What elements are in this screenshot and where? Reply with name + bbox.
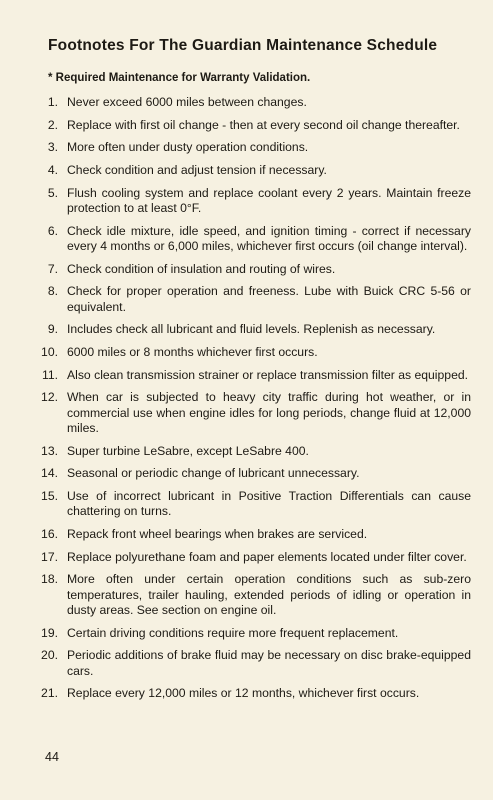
footnote-number: 8.	[47, 284, 58, 299]
footnote-item	[34, 118, 471, 133]
footnote-item	[34, 163, 471, 178]
footnote-number: 5.	[47, 185, 58, 200]
footnote-item	[34, 368, 471, 383]
footnote-number: 4.	[47, 163, 58, 178]
footnote-text: Check condition and adjust tension if necessary.	[67, 163, 327, 178]
footnote-text: Repack front wheel bearings when brakes are serviced.	[67, 527, 368, 542]
footnote-number: 19.	[41, 625, 58, 640]
footnote-item	[34, 527, 471, 542]
footnote-number: 18.	[41, 572, 58, 587]
footnote-text: Super turbine LeSabre, except LeSabre 400.	[67, 443, 309, 458]
footnote-text: Replace with first oil change - then at every second oil change thereafter.	[67, 117, 460, 132]
footnote-text: Replace polyurethane foam and paper elements located under filter cover.	[67, 549, 467, 564]
footnote-text: Never exceed 6000 miles between changes.	[67, 95, 307, 109]
footnotes-list	[34, 95, 471, 702]
footnote-number: 1.	[47, 95, 58, 109]
page-title: Footnotes For The Guardian Maintenance Schedule	[48, 37, 438, 54]
footnote-item	[34, 262, 471, 277]
footnote-text: Flush cooling system and replace coolant every 2 years. Maintain freeze protection to at least 0°F.	[67, 185, 471, 216]
footnote-number: 7.	[47, 261, 58, 276]
footnote-text: Includes check all lubricant and fluid levels. Replenish as necessary.	[67, 322, 436, 337]
footnote-text: Certain driving conditions require more frequent replacement.	[67, 625, 399, 640]
footnote-number: 13.	[41, 443, 58, 458]
footnote-text: More often under dusty operation conditions.	[67, 140, 309, 155]
footnote-item	[34, 686, 471, 701]
footnote-number: 10.	[41, 345, 58, 360]
page-number: 44	[45, 750, 59, 764]
footnote-item	[34, 284, 471, 315]
footnote-number: 6.	[47, 223, 58, 238]
footnote-item	[34, 572, 471, 618]
footnote-item	[34, 345, 471, 360]
footnote-number: 14.	[41, 466, 58, 481]
footnote-item	[34, 626, 471, 641]
footnote-item	[34, 444, 471, 459]
footnote-number: 20.	[41, 648, 58, 663]
footnote-number: 2.	[47, 117, 58, 132]
footnote-item	[34, 550, 471, 565]
footnote-number: 16.	[41, 527, 58, 542]
footnote-item	[34, 648, 471, 679]
footnote-number: 3.	[47, 140, 58, 155]
footnote-text: Also clean transmission strainer or replace transmission filter as equipped.	[67, 367, 469, 382]
footnote-text: When car is subjected to heavy city traffic during hot weather, or in commercial use when engine idles for long periods, change fluid at 12,000 miles.	[67, 390, 471, 436]
footnote-item	[34, 390, 471, 436]
footnote-number: 17.	[41, 549, 58, 564]
footnote-number: 12.	[41, 390, 58, 405]
footnote-item	[34, 322, 471, 337]
footnote-number: 9.	[47, 322, 58, 337]
footnote-item	[34, 140, 471, 155]
footnote-number: 15.	[41, 489, 58, 504]
footnote-text: Use of incorrect lubricant in Positive Traction Differentials can cause chattering on turns.	[67, 489, 471, 519]
footnote-item	[34, 224, 471, 255]
footnote-number: 21.	[41, 686, 58, 701]
footnote-text: More often under certain operation conditions such as sub-zero temperatures, trailer hauling, extended periods of idling or operation in dusty areas. See section on engine oil.	[67, 572, 471, 618]
footnote-item	[34, 186, 471, 217]
footnote-item	[34, 95, 471, 110]
footnote-text: Periodic additions of brake fluid may be necessary on disc brake-equipped cars.	[67, 648, 471, 678]
footnote-number: 11.	[41, 367, 58, 382]
footnote-text: Replace every 12,000 miles or 12 months, whichever first occurs.	[67, 686, 420, 701]
required-maintenance-note: * Required Maintenance for Warranty Validation.	[48, 72, 311, 84]
footnote-text: Check idle mixture, idle speed, and ignition timing - correct if necessary every 4 months or 6,000 miles, whichever first occurs (oil change interval).	[67, 223, 471, 254]
footnote-text: Check condition of insulation and routing of wires.	[67, 261, 336, 276]
footnote-text: 6000 miles or 8 months whichever first occurs.	[67, 345, 318, 360]
footnote-item	[34, 489, 471, 520]
footnote-text: Seasonal or periodic change of lubricant unnecessary.	[67, 466, 360, 481]
footnote-item	[34, 466, 471, 481]
footnote-text: Check for proper operation and freeness. Lube with Buick CRC 5-56 or equivalent.	[67, 284, 471, 314]
